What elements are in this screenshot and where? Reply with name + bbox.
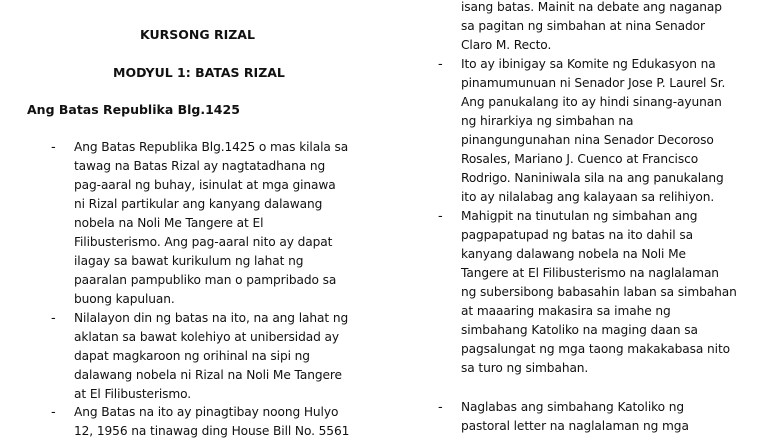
bullet-line: pagsalungat ng mga taong makakabasa nito: [461, 342, 730, 356]
bullet-line: Ito ay ibinigay sa Komite ng Edukasyon na: [461, 57, 716, 71]
bullet-line: 12, 1956 na tinawag ding House Bill No. 5561: [74, 424, 350, 438]
bullet-line: simbahang Katoliko na maging daan sa: [461, 323, 698, 337]
bullet-marker: -: [51, 405, 56, 420]
bullet-line: sa pagitan ng simbahan at nina Senador: [461, 19, 705, 33]
bullet-line: Ang panukalang ito ay hindi sinang-ayunan: [461, 95, 722, 109]
bullet-marker: -: [438, 57, 443, 72]
section-heading: Ang Batas Republika Blg.1425: [27, 102, 240, 117]
bullet-line: Naglabas ang simbahang Katoliko ng: [461, 400, 685, 414]
bullet-line: Mahigpit na tinutulan ng simbahan ang: [461, 209, 698, 223]
bullet-marker: -: [438, 209, 443, 224]
bullet-line: sa turo ng simbahan.: [461, 361, 589, 375]
bullet-line: buong kapuluan.: [74, 292, 175, 306]
bullet-marker: -: [51, 311, 56, 326]
bullet-line: pinangungunahan nina Senador Decoroso: [461, 133, 714, 147]
bullet-line: pinamumunuan ni Senador Jose P. Laurel Sr.: [461, 76, 726, 90]
bullet-line: at maaaring makasira sa imahe ng: [461, 304, 671, 318]
bullet-line: Rodrigo. Naniniwala sila na ang panukalang: [461, 171, 724, 185]
bullet-marker: -: [51, 140, 56, 155]
bullet-line: ilagay sa bawat kurikulum ng lahat ng: [74, 254, 304, 268]
bullet-line: nobela na Noli Me Tangere at El: [74, 216, 264, 230]
bullet-line: dapat magkaroon ng orihinal na sipi ng: [74, 349, 310, 363]
bullet-line: Tangere at El Filibusterismo na naglalaman: [461, 266, 719, 280]
course-title: KURSONG RIZAL: [140, 27, 255, 42]
bullet-line: ng hirarkiya ng simbahan na: [461, 114, 634, 128]
bullet-line: Ang Batas Republika Blg.1425 o mas kilala sa: [74, 140, 349, 154]
bullet-line: isang batas. Mainit na debate ang naganap: [461, 0, 722, 14]
bullet-line: Rosales, Mariano J. Cuenco at Francisco: [461, 152, 699, 166]
bullet-line: aklatan sa bawat kolehiyo at unibersidad ay: [74, 330, 339, 344]
bullet-line: ni Rizal partikular ang kanyang dalawang: [74, 197, 323, 211]
bullet-line: Ang Batas na ito ay pinagtibay noong Hulyo: [74, 405, 339, 419]
bullet-line: pastoral letter na naglalaman ng mga: [461, 419, 689, 433]
bullet-line: at El Filibusterismo.: [74, 387, 192, 401]
bullet-line: ng subersibong babasahin laban sa simbahan: [461, 285, 737, 299]
bullet-marker: -: [438, 400, 443, 415]
bullet-line: paaralan pampubliko man o pampribado sa: [74, 273, 337, 287]
module-title: MODYUL 1: BATAS RIZAL: [113, 65, 285, 80]
bullet-line: tawag na Batas Rizal ay nagtatadhana ng: [74, 159, 326, 173]
bullet-line: Nilalayon din ng batas na ito, na ang lahat ng: [74, 311, 349, 325]
bullet-line: pagpapatupad ng batas na ito dahil sa: [461, 228, 693, 242]
bullet-line: pag-aaral ng buhay, isinulat at mga ginawa: [74, 178, 336, 192]
bullet-line: Filibusterismo. Ang pag-aaral nito ay dapat: [74, 235, 333, 249]
bullet-line: kanyang dalawang nobela na Noli Me: [461, 247, 686, 261]
bullet-line: dalawang nobela ni Rizal na Noli Me Tangere: [74, 368, 342, 382]
bullet-line: Claro M. Recto.: [461, 38, 552, 52]
bullet-line: ito ay nilalabag ang kalayaan sa relihiyon.: [461, 190, 715, 204]
